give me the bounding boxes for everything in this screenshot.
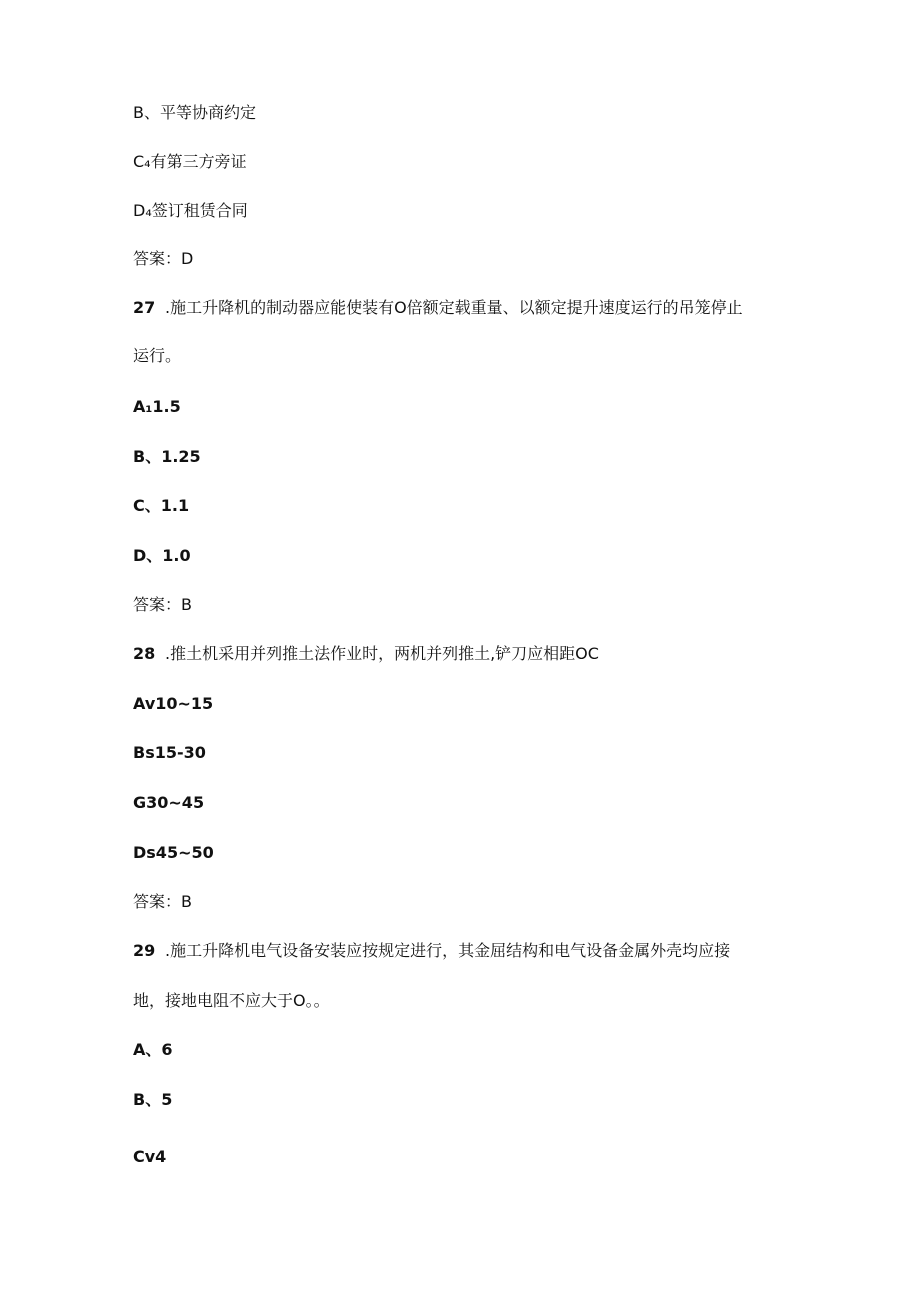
option-b-text: B、5: [133, 1090, 173, 1109]
question-text: .施工升降机的制动器应能使装有O倍额定载重量、以额定提升速度运行的吊笼停止: [165, 298, 743, 317]
question-number: 29: [133, 941, 156, 960]
option-a-text: A₁1.5: [133, 397, 181, 416]
answer-text: 答案：D: [133, 249, 194, 268]
option-a-text: Av10~15: [133, 694, 214, 713]
option-d-text: Ds45~50: [133, 843, 214, 862]
option-c-text: Cv4: [133, 1147, 167, 1166]
question-28: [133, 643, 599, 665]
option-d-text: D、1.0: [133, 546, 191, 565]
option-b-text: B、平等协商约定: [133, 103, 256, 122]
question-text: .施工升降机电气设备安装应按规定进行，其金屈结构和电气设备金属外壳均应接: [165, 941, 731, 960]
answer-text: 答案：B: [133, 595, 192, 614]
question-27: [133, 297, 743, 319]
option-b-text: Bs15-30: [133, 743, 206, 762]
question-29-continuation: 地，接地电阻不应大于O。。: [133, 991, 330, 1010]
answer-text: 答案：B: [133, 892, 192, 911]
question-29: [133, 940, 730, 962]
option-c-text: C、1.1: [133, 496, 190, 515]
question-text: .推土机采用并列推土法作业时，两机并列推土,铲刀应相距OC: [165, 644, 599, 663]
question-number: 27: [133, 298, 156, 317]
question-27-continuation: 运行。: [133, 346, 182, 365]
option-c-text: C₄有第三方旁证: [133, 152, 247, 171]
option-d-text: D₄签订租赁合同: [133, 201, 248, 220]
option-b-text: B、1.25: [133, 447, 201, 466]
question-number: 28: [133, 644, 156, 663]
option-a-text: A、6: [133, 1040, 173, 1059]
option-c-text: G30~45: [133, 793, 205, 812]
